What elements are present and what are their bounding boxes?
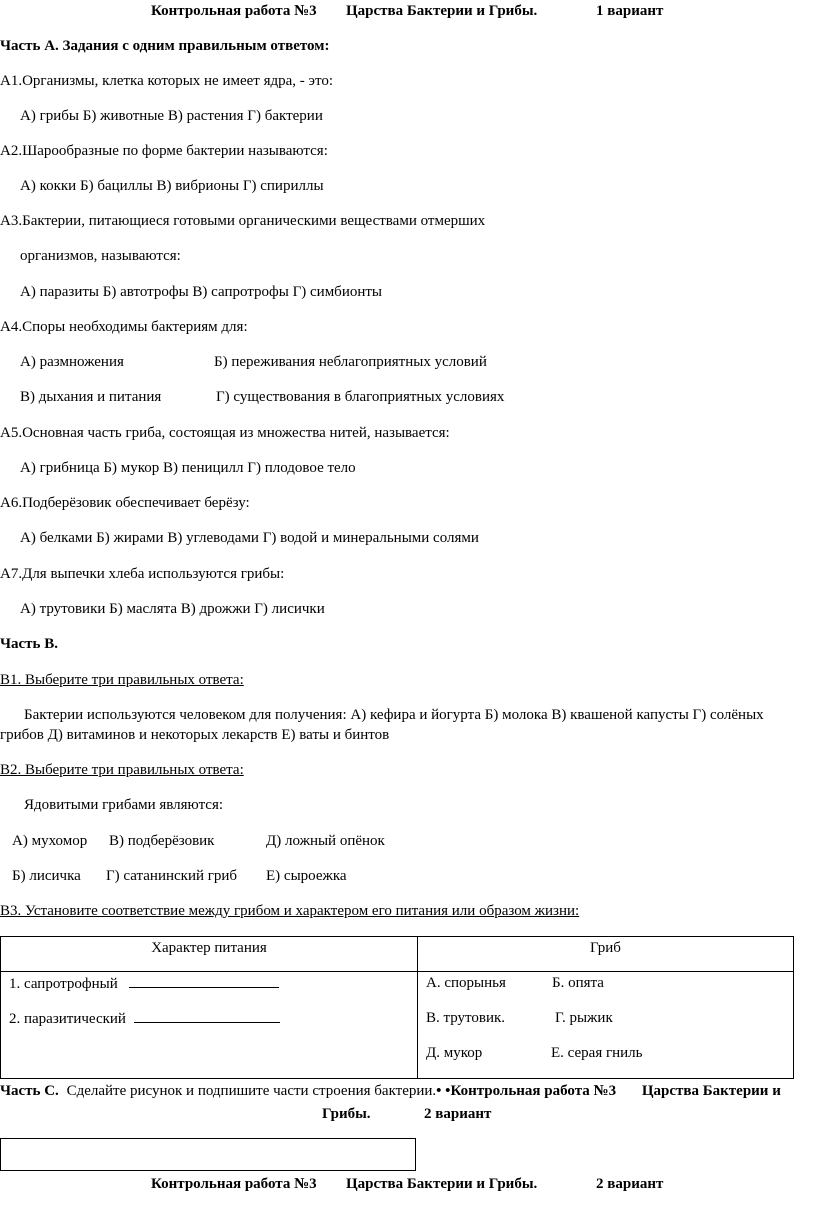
header-variant: 1 вариант [596, 3, 664, 19]
col-nutrition-label: Характер питания [151, 940, 267, 956]
options-a5: А) грибница Б) мукор В) пеницилл Г) плодовое тело [20, 460, 356, 476]
b2-title: В2. Выберите три правильных ответа: [0, 762, 244, 778]
option-a4-b: Б) переживания неблагоприятных условий [214, 354, 487, 370]
b2-option-g: Г) сатанинский гриб [106, 868, 238, 884]
answer-blank-2[interactable] [134, 1010, 280, 1023]
options-a2: А) кокки Б) бациллы В) вибрионы Г) спириллы [20, 178, 324, 194]
b2-intro: Ядовитыми грибами являются: [24, 797, 224, 813]
part-c-bullets: • • [436, 1083, 451, 1099]
header-title: Контрольная работа №3 [151, 3, 317, 19]
footer-subject: Царства Бактерии и Грибы. [346, 1176, 538, 1192]
part-c-line [0, 1082, 781, 1100]
table-header-nutrition [1, 937, 418, 972]
question-a6: А6.Подберёзовик обеспечивает берёзу: [0, 495, 250, 511]
b3-title: В3. Установите соответствие между грибом и характером его питания или образом жизни: [0, 903, 580, 919]
b2-option-a: А) мухомор [12, 833, 88, 849]
options-a6: А) белками Б) жирами В) углеводами Г) водой и минеральными солями [20, 530, 479, 546]
part-c-task: Сделайте рисунок и подпишите части строения бактерии. [66, 1083, 437, 1099]
b1-title: В1. Выберите три правильных ответа: [0, 672, 244, 688]
type-parasite: 2. паразитический [9, 1010, 280, 1028]
part-c-tail2-subject: Грибы. [322, 1106, 371, 1122]
question-a3: А3.Бактерии, питающиеся готовыми органическими веществами отмерших [0, 213, 486, 229]
b1-line1: Бактерии используются человеком для получения: А) кефира и йогурта Б) молока В) квашеной капусты Г) солёных [24, 707, 764, 723]
options-a1: А) грибы Б) животные В) растения Г) бактерии [20, 108, 323, 124]
question-a7: А7.Для выпечки хлеба используются грибы: [0, 566, 285, 582]
type-saprotroph: 1. сапротрофный [9, 975, 279, 993]
question-a5: А5.Основная часть гриба, состоящая из множества нитей, называется: [0, 425, 450, 441]
fungus-b: Б. опята [552, 975, 604, 991]
drawing-box[interactable] [0, 1138, 416, 1171]
matching-table [0, 936, 794, 1079]
part-c-tail-subject: Царства Бактерии и [641, 1083, 781, 1099]
b2-option-b: Б) лисичка [12, 868, 81, 884]
question-a3-cont: организмов, называются: [20, 248, 181, 264]
fungi-cell [418, 972, 794, 1079]
question-a1: А1.Организмы, клетка которых не имеет ядра, - это: [0, 73, 334, 89]
b2-option-d: Д) ложный опёнок [266, 833, 385, 849]
table-header-fungus [418, 937, 794, 972]
b2-option-v: В) подберёзовик [109, 833, 215, 849]
part-a-title: Часть А. Задания с одним правильным ответом: [0, 38, 330, 54]
question-a2: А2.Шарообразные по форме бактерии называются: [0, 143, 328, 159]
fungus-v: В. трутовик. [426, 1010, 506, 1026]
footer-variant: 2 вариант [596, 1176, 664, 1192]
option-a4-d: Г) существования в благоприятных условиях [216, 389, 505, 405]
part-c-tail-title: Контрольная работа №3 [450, 1083, 617, 1099]
part-b-title: Часть В. [0, 636, 58, 652]
b2-option-e: Е) сыроежка [266, 868, 347, 884]
nutrition-types-cell [1, 972, 418, 1079]
options-a3: А) паразиты Б) автотрофы В) сапротрофы Г) симбионты [20, 284, 383, 300]
footer-title: Контрольная работа №3 [151, 1176, 317, 1192]
options-a7: А) трутовики Б) маслята В) дрожжи Г) лисички [20, 601, 325, 617]
question-a4: А4.Споры необходимы бактериям для: [0, 319, 248, 335]
part-c-label: Часть С. [0, 1083, 59, 1099]
fungus-g: Г. рыжик [555, 1010, 613, 1026]
col-fungus-label: Гриб [590, 940, 621, 956]
fungus-e: Е. серая гниль [551, 1045, 643, 1061]
part-c-tail2-variant: 2 вариант [424, 1106, 492, 1122]
option-a4-a: А) размножения [20, 354, 124, 370]
fungus-a: А. спорынья [426, 975, 506, 991]
b1-line2: грибов Д) витаминов и некоторых лекарств Е) ваты и бинтов [0, 727, 390, 743]
option-a4-c: В) дыхания и питания [20, 389, 162, 405]
header-subject: Царства Бактерии и Грибы. [346, 3, 538, 19]
answer-blank-1[interactable] [129, 975, 279, 988]
fungus-d: Д. мукор [426, 1045, 483, 1061]
